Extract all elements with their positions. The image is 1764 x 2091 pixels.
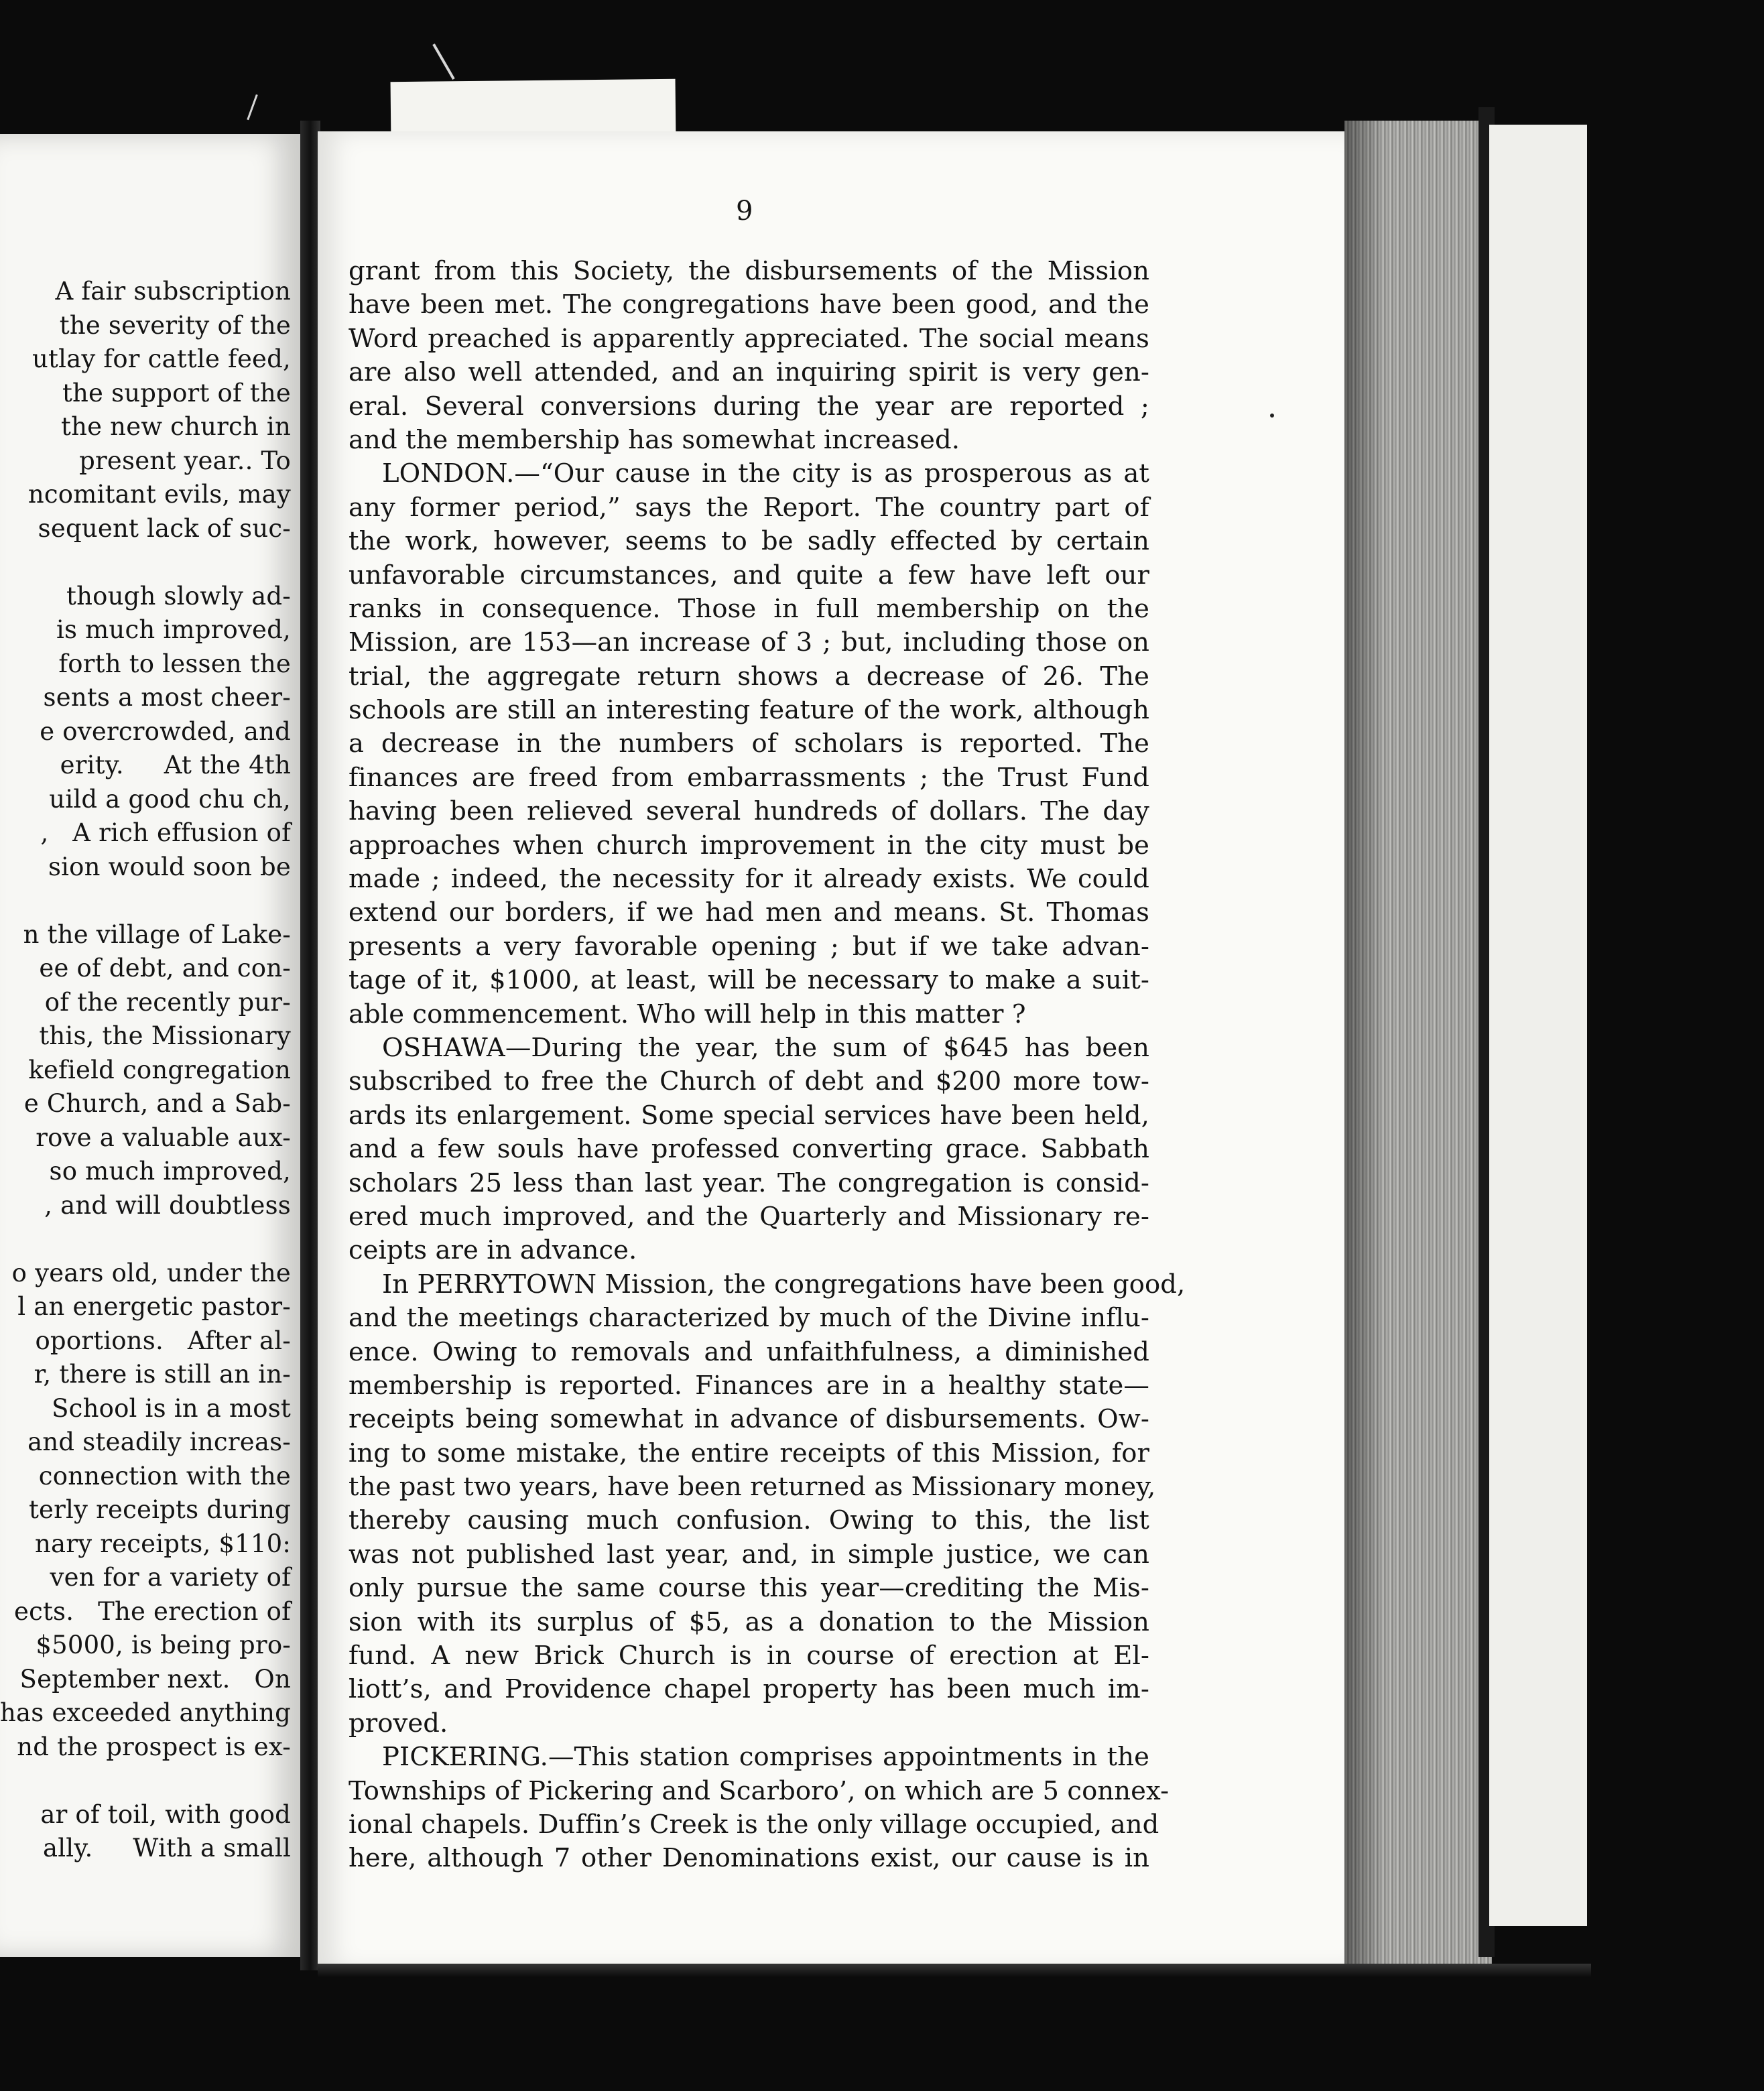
body-line: the work, however, seems to be sadly effected by certain — [349, 526, 1149, 557]
previous-page-line: present year.. To — [79, 446, 291, 475]
previous-page-line — [0, 1222, 291, 1257]
previous-page-line: though slowly ad- — [66, 581, 291, 611]
body-line: made ; indeed, the necessity for it already exists. We could — [349, 864, 1149, 895]
body-line: sion with its surplus of $5, as a donation to the Mission — [349, 1606, 1149, 1637]
body-line: any former period,” says the Report. The country part of — [349, 492, 1149, 523]
fore-edge-shadow — [1344, 121, 1385, 1970]
body-line: finances are freed from embarrassments ; the Trust Fund — [349, 762, 1149, 793]
body-line: extend our borders, if we had men and means. St. Thomas — [349, 897, 1149, 928]
body-line: and the membership has somewhat increased. — [349, 424, 960, 455]
previous-page-line: ncomitant evils, may — [27, 480, 291, 509]
body-line: grant from this Society, the disbursements of the Mission — [349, 256, 1149, 286]
previous-page-line: has exceeded anything — [0, 1698, 291, 1727]
body-line: Townships of Pickering and Scarboro’, on which are 5 connex- — [349, 1775, 1170, 1806]
previous-page-line: this, the Missionary — [39, 1021, 291, 1050]
previous-page-line: e Church, and a Sab- — [23, 1089, 291, 1118]
page-number: 9 — [736, 196, 753, 227]
body-line: the past two years, have been returned as Missionary money, — [349, 1472, 1156, 1503]
previous-page-line: of the recently pur- — [44, 987, 291, 1017]
body-line: liott’s, and Providence chapel property has been much im- — [349, 1674, 1149, 1705]
previous-page-line: ee of debt, and con- — [39, 954, 291, 983]
previous-page-line: ects. The erection of — [13, 1596, 291, 1626]
body-line: presents a very favorable opening ; but if we take advan- — [349, 931, 1149, 962]
previous-page-line: rove a valuable aux- — [36, 1123, 291, 1152]
previous-page-line: so much improved, — [49, 1157, 291, 1186]
body-line: able commencement. Who will help in this matter ? — [349, 999, 1026, 1029]
previous-page-line: forth to lessen the — [58, 649, 291, 678]
body-line: OSHAWA—During the year, the sum of $645 has been — [382, 1032, 1149, 1063]
body-line: LONDON.—“Our cause in the city is as prosperous as at — [382, 458, 1149, 489]
previous-page-line: A fair subscription — [55, 277, 291, 306]
body-line: ional chapels. Duffin’s Creek is the only village occupied, and — [349, 1809, 1159, 1840]
body-line: ards its enlargement. Some special services have been held, — [349, 1100, 1149, 1131]
body-line: tage of it, $1000, at least, will be necessary to make a suit- — [349, 965, 1149, 996]
page-body-text — [349, 255, 1186, 1876]
body-line: have been met. The congregations have been good, and the — [349, 290, 1149, 320]
body-line: approaches when church improvement in the city must be — [349, 830, 1149, 861]
body-line: proved. — [349, 1708, 448, 1738]
previous-page-line: oportions. After al- — [35, 1326, 291, 1355]
previous-page-line: $5000, is being pro- — [36, 1631, 291, 1659]
previous-page-line: the severity of the — [59, 310, 291, 340]
body-line: was not published last year, and, in simple justice, we can — [349, 1539, 1149, 1570]
previous-page-line: l an energetic pastor- — [17, 1292, 291, 1321]
body-line: ranks in consequence. Those in full membership on the — [349, 593, 1149, 624]
previous-page-line: kefield congregation — [28, 1055, 291, 1084]
previous-page-line: uild a good chu ch, — [49, 784, 291, 814]
body-line: schools are still an interesting feature of the work, although — [349, 695, 1149, 726]
body-line: only pursue the same course this year—crediting the Mis- — [349, 1573, 1149, 1604]
body-line: thereby causing much confusion. Owing to this, the list — [349, 1505, 1149, 1536]
previous-page-line: sents a most cheer- — [43, 683, 291, 712]
previous-page-text — [0, 275, 291, 1866]
previous-page-line: o years old, under the — [11, 1258, 291, 1287]
body-line: subscribed to free the Church of debt and $200 more tow- — [349, 1066, 1149, 1097]
previous-page-line — [0, 546, 291, 580]
body-line: Mission, are 153—an increase of 3 ; but, including those on — [349, 627, 1149, 658]
body-line: ence. Owing to removals and unfaithfulness, a diminished — [349, 1336, 1149, 1367]
previous-page-line: , and will doubtless — [44, 1190, 291, 1220]
body-line: and the meetings characterized by much of the Divine influ- — [349, 1303, 1149, 1334]
body-line: and a few souls have professed converting grace. Sabbath — [349, 1134, 1149, 1165]
previous-page-line: the new church in — [61, 412, 291, 441]
previous-page-line: the support of the — [62, 378, 291, 407]
previous-page-line: ally. With a small — [43, 1834, 291, 1862]
body-line: a decrease in the numbers of scholars is reported. The — [349, 728, 1149, 759]
body-line: Word preached is apparently appreciated. The social means — [349, 323, 1149, 354]
previous-page-line: erity. At the 4th — [60, 751, 291, 779]
previous-page-line: e overcrowded, and — [40, 716, 291, 746]
body-line: ceipts are in advance. — [349, 1235, 637, 1266]
previous-page-line: sequent lack of suc- — [38, 513, 291, 543]
previous-page-line: nary receipts, $110: — [35, 1529, 291, 1558]
body-line: ered much improved, and the Quarterly and Missionary re- — [349, 1201, 1149, 1232]
body-line: In PERRYTOWN Mission, the congregations have been good, — [382, 1269, 1186, 1300]
previous-page-line: nd the prospect is ex- — [17, 1732, 291, 1761]
previous-page-line: terly receipts during — [28, 1495, 291, 1524]
previous-page-line: sion would soon be — [48, 852, 291, 881]
body-line: are also well attended, and an inquiring spirit is very gen- — [349, 357, 1149, 388]
body-line: here, although 7 other Denominations exist, our cause is in — [349, 1843, 1149, 1874]
previous-page-line — [0, 884, 291, 918]
book-bottom-edge — [318, 1964, 1591, 1977]
previous-page — [0, 134, 300, 1957]
body-line: PICKERING.—This station comprises appointments in the — [382, 1742, 1149, 1773]
previous-page-line: ar of toil, with good — [40, 1799, 291, 1829]
body-line: having been relieved several hundreds of dollars. The day — [349, 796, 1149, 827]
previous-page-line: and steadily increas- — [27, 1428, 291, 1456]
body-line: ing to some mistake, the entire receipts of this Mission, for — [349, 1438, 1149, 1468]
body-line: membership is reported. Finances are in a healthy state— — [349, 1370, 1149, 1401]
previous-page-line: is much improved, — [56, 615, 291, 644]
previous-page-line: connection with the — [38, 1461, 291, 1491]
previous-page-line: School is in a most — [52, 1393, 291, 1423]
scan-artifact — [432, 44, 454, 80]
previous-page-line: r, there is still an in- — [34, 1360, 291, 1389]
previous-page-line: n the village of Lake- — [23, 920, 291, 949]
previous-page-line: September next. On — [19, 1664, 291, 1694]
ink-speck — [1270, 414, 1274, 418]
body-line: scholars 25 less than last year. The congregation is consid- — [349, 1167, 1149, 1198]
body-line: receipts being somewhat in advance of disbursements. Ow- — [349, 1404, 1149, 1435]
body-line: eral. Several conversions during the year are reported ; — [349, 391, 1149, 422]
body-line: fund. A new Brick Church is in course of erection at El- — [349, 1641, 1149, 1671]
scan-artifact — [247, 94, 257, 121]
previous-page-line: utlay for cattle feed, — [32, 344, 291, 373]
previous-page-line: ven for a variety of — [50, 1563, 291, 1592]
previous-page-line — [0, 1764, 291, 1798]
previous-page-line: , A rich effusion of — [40, 818, 291, 847]
body-line: unfavorable circumstances, and quite a few have left our — [349, 560, 1149, 590]
body-line: trial, the aggregate return shows a decrease of 26. The — [349, 661, 1149, 692]
back-cover — [1489, 125, 1587, 1926]
